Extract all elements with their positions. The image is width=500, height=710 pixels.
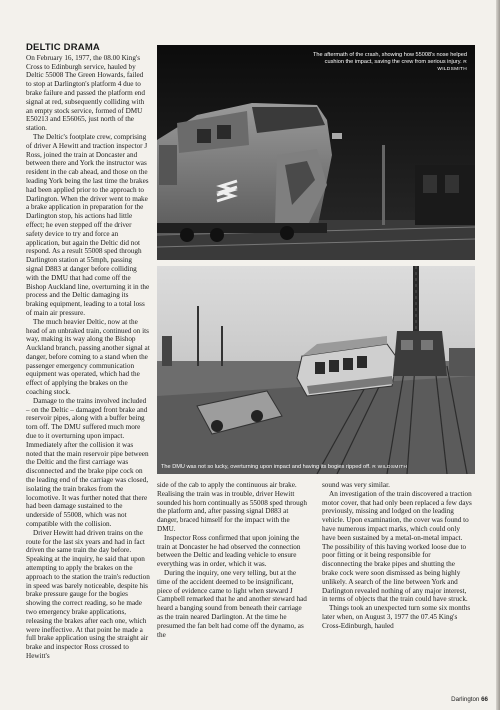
dmu-crash-photo [157, 266, 475, 474]
article-paragraph: Things took an unexpected turn some six months later when, on August 3, 1977 the 07.45 King's Cross-Edinburgh, hauled [322, 604, 471, 630]
article-left-column [26, 44, 150, 661]
article-paragraph: sound was very similar. [322, 481, 390, 489]
top-photo-caption [297, 52, 467, 73]
deltic-locomotive-illustration [157, 45, 475, 260]
article-paragraph: Driver Hewitt had driven trains on the route for the last six years and had in fact driven the same train the day before. Speaking at the inquiry, he said that upon attempting to apply the brakes on the approach to the station the train's reduction in speed was barely noticeable, despite his brake pressure gauge for the bogies showing the correct reading, so he made two emergency brake applications, releasing the brakes after each one, which were ineffective. At that point he made a full brake application using the straight air brake and inspector Ross crossed to Hewitt's [26, 528, 150, 660]
article-paragraph: The much heavier Deltic, now at the head of an unbraked train, continued on its way, making its way along the Bishop Auckland branch, passing another signal at danger, before coming to a stand when the passenger emergency communication equipment was operated, which had the effect of applying the brakes on the coaching stock. [26, 317, 150, 397]
article-paragraph: Damage to the trains involved included – on the Deltic – damaged front brake and reservoir pipes, along with a buffer being torn off. The DMU suffered much more due to it overturning upon impact. Immediately after the collision it was noted that the main reservoir pipe between the Deltic and the first carriage was disconnected and the brake pipe cock on the leading end of the carriage was closed, isolating the train brakes from the locomotive. It was further noted that there had been damage sustained to the underside of 55008, which was not compatible with the collision. [26, 396, 149, 529]
caption-text: The DMU was not so lucky, overturning upon impact and having its bogies ripped off. [161, 464, 371, 470]
article-paragraph: Inspector Ross confirmed that upon joining the train at Doncaster he had observed the connection between the Deltic and leading vehicle to ensure everything was in order, which it was. [157, 533, 301, 569]
photo-credit: R WILDSMITH [437, 60, 467, 72]
article-title: DELTIC DRAMA [26, 42, 100, 53]
page-number: 66 [481, 696, 488, 703]
article-paragraph: side of the cab to apply the continuous air brake. Realising the train was in trouble, driver Hewitt sounded his horn continually as 55008 sped through the platform and, after passing signal D883 at danger, braced himself for the impact with the DMU. [157, 481, 307, 533]
article-paragraph: During the inquiry, one very telling, but at the time of the accident deemed to be insignificant, piece of evidence came to light when steward J Campbell remarked that he and another steward had heard a banging sound from beneath their carriage as the train neared Darlington. At the time he presumed the fan belt had come off the dynamo, as the [157, 568, 307, 639]
article-column-3 [322, 481, 472, 631]
deltic-crash-photo [157, 45, 475, 260]
article-column-2 [157, 481, 307, 639]
caption-text: The aftermath of the crash, showing how 55008's nose helped cushion the impact, saving the crew from serious injury. [312, 52, 467, 65]
dmu-overturned-illustration [157, 266, 475, 474]
article-paragraph: On February 16, 1977, the 08.00 King's Cross to Edinburgh service, hauled by Deltic 55008 The Green Howards, failed to stop at Darlington's platform 4 due to brake failure and passed the platform end signal at red, subsequently colliding with an empty stock service, formed of DMU E50213 and E56065, just north of the station. [26, 53, 145, 133]
article-paragraph: An investigation of the train discovered a traction motor cover, that had only been replaced a few days previously, missing and lodged on the leading vehicle. Upon examination, the cover was found to have numerous impact marks, which could only have been sustained by a metal-on-metal impact. The possibility of this having worked loose due to poor fitting or it being responsible for disconnecting the brake pipes and shutting the brake cock were soon dismissed as being highly unlikely. A search of the line between York and Darlington revealed nothing of any major interest, in terms of objects that the train could have struck. [322, 489, 472, 604]
page-edge [496, 0, 500, 710]
publication-name: Darlington [451, 696, 480, 703]
photo-credit: R WILDSMITH [372, 465, 408, 470]
article-paragraph: The Deltic's footplate crew, comprising of driver A Hewitt and traction inspector J Ross, joined the train at Doncaster and between there and York the instructor was resident in the cab ahead, and those on the leading York being the last time the brakes had been applied prior to the approach to Darlington. When the driver went to make a brake application in preparation for the Darlington stop, his actions had little effect; he even stepped off the driver safety device to try and force an application, but again the Deltic did not respond. As a result 55008 sped through Darlington station at 55mph, passing signal D883 at danger before colliding with the DMU that had come off the Bishop Auckland line, overturning it in the process and the Deltic damaging its braking equipment, leading to a total loss of main air pressure. [26, 132, 150, 317]
page-footer [451, 696, 488, 703]
bottom-photo-caption [161, 464, 461, 471]
